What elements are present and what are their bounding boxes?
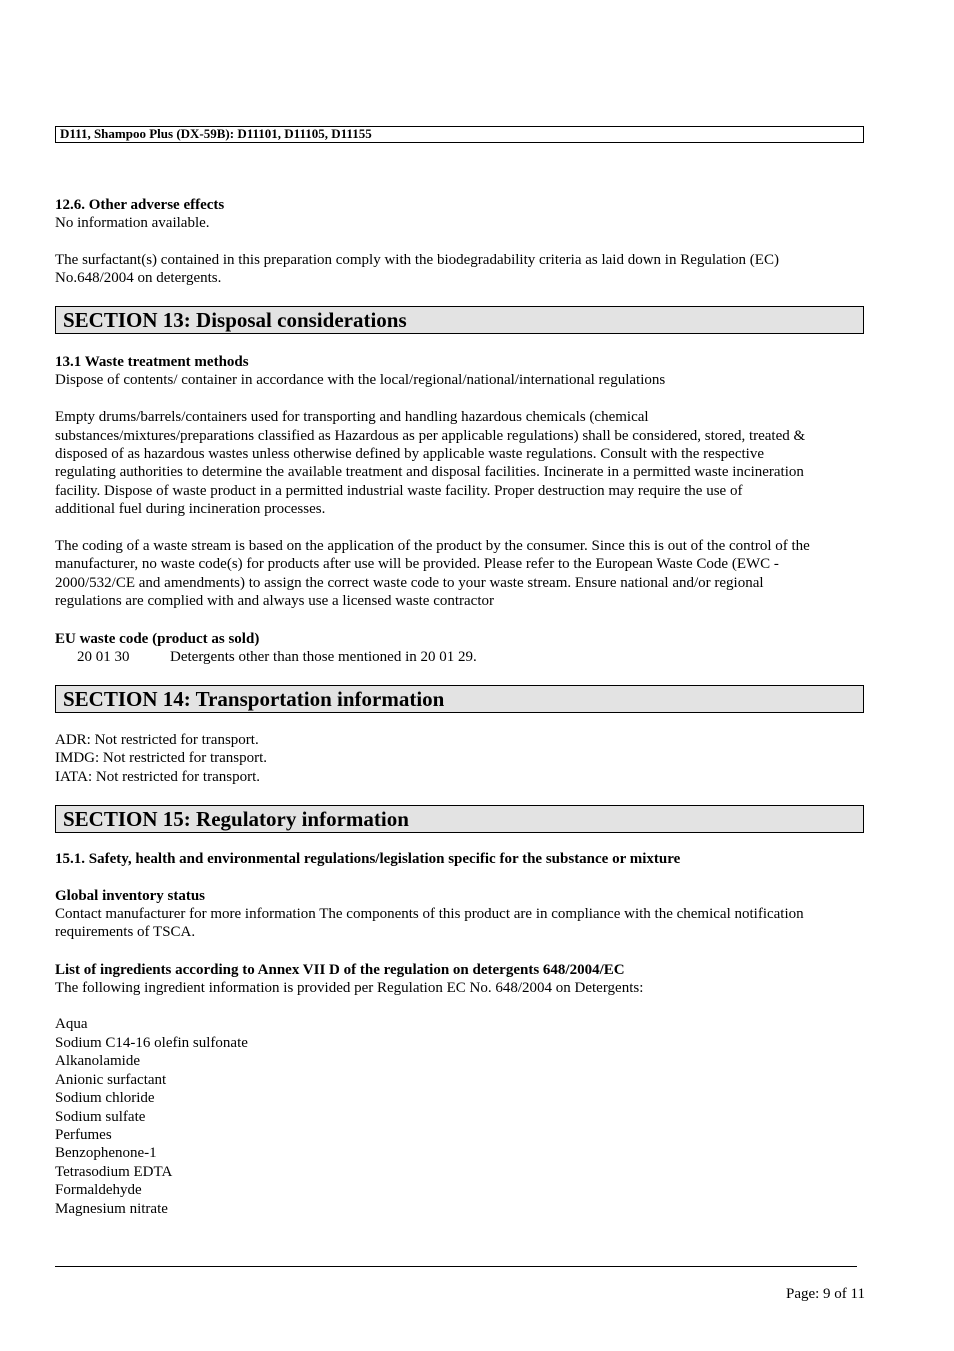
ingredients-heading: List of ingredients according to Annex VII D of the regulation on detergents 648/2004/EC [55,962,625,978]
transport-iata: IATA: Not restricted for transport. [55,769,260,785]
section-13-title: SECTION 13: Disposal considerations [55,306,864,334]
waste-coding-para-line: manufacturer, no waste code(s) for products after use will be provided. Please refer to the European Waste Code (EWC - [55,556,779,572]
section-15-title: SECTION 15: Regulatory information [55,805,864,833]
ingredient-item: Alkanolamide [55,1053,140,1069]
surfactant-para-line: No.648/2004 on detergents. [55,270,222,286]
disposal-para-line: disposed of as hazardous wastes unless otherwise defined by applicable waste regulations. Consult with the respective [55,446,764,462]
document-header: D111, Shampoo Plus (DX-59B): D11101, D11105, D11155 [55,126,864,143]
ingredient-item: Perfumes [55,1127,112,1143]
disposal-para-line: additional fuel during incineration processes. [55,501,326,517]
transport-adr: ADR: Not restricted for transport. [55,732,259,748]
disposal-para-line: regulating authorities to determine the available treatment and disposal facilities. Incinerate in a permitted waste incineration [55,464,804,480]
waste-coding-para-line: 2000/532/CE and amendments) to assign the correct waste code to your waste stream. Ensure national and/or regional [55,575,764,591]
section-12-6-text: No information available. [55,215,210,231]
ingredient-item: Benzophenone-1 [55,1145,157,1161]
ingredient-item: Magnesium nitrate [55,1201,168,1217]
disposal-para-line: Empty drums/barrels/containers used for transporting and handling hazardous chemicals (chemical [55,409,649,425]
ingredient-item: Sodium chloride [55,1090,155,1106]
footer-divider [55,1266,857,1267]
regulations-heading: 15.1. Safety, health and environmental regulations/legislation specific for the substance or mixture [55,851,681,867]
section-12-6-heading: 12.6. Other adverse effects [55,197,225,213]
ingredient-item: Sodium C14-16 olefin sulfonate [55,1035,248,1051]
waste-treatment-heading: 13.1 Waste treatment methods [55,354,249,370]
ingredients-intro: The following ingredient information is provided per Regulation EC No. 648/2004 on Detergents: [55,980,644,996]
waste-coding-para-line: regulations are complied with and always use a licensed waste contractor [55,593,495,609]
eu-waste-code: 20 01 30 [77,649,130,665]
disposal-para-line: substances/mixtures/preparations classified as Hazardous as per applicable regulations) shall be considered, stored, treated & [55,428,806,444]
waste-treatment-text: Dispose of contents/ container in accordance with the local/regional/national/international regulations [55,372,666,388]
ingredient-item: Formaldehyde [55,1182,142,1198]
disposal-para-line: facility. Dispose of waste product in a permitted industrial waste facility. Proper destruction may require the use of [55,483,743,499]
ingredient-item: Tetrasodium EDTA [55,1164,173,1180]
ingredient-item: Aqua [55,1016,88,1032]
ingredient-item: Anionic surfactant [55,1072,167,1088]
page-number: Page: 9 of 11 [785,1286,865,1302]
surfactant-para-line: The surfactant(s) contained in this preparation comply with the biodegradability criteria as laid down in Regulation (EC) [55,252,779,268]
transport-imdg: IMDG: Not restricted for transport. [55,750,268,766]
eu-waste-code-heading: EU waste code (product as sold) [55,631,260,647]
inventory-heading: Global inventory status [55,888,206,904]
waste-coding-para-line: The coding of a waste stream is based on the application of the product by the consumer. Since this is out of the control of the [55,538,810,554]
eu-waste-code-description: Detergents other than those mentioned in 20 01 29. [170,649,477,665]
inventory-text-line: Contact manufacturer for more information The components of this product are in compliance with the chemical notification [55,906,804,922]
section-14-title: SECTION 14: Transportation information [55,685,864,713]
inventory-text-line: requirements of TSCA. [55,924,196,940]
ingredient-item: Sodium sulfate [55,1109,146,1125]
